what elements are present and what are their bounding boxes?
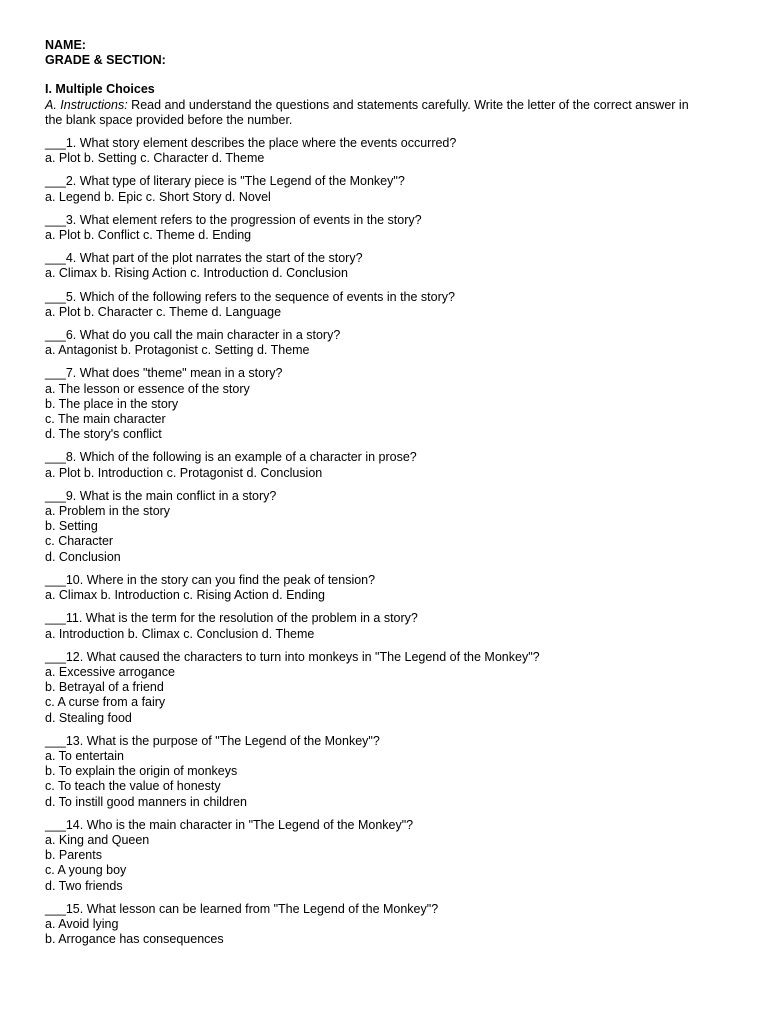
answer-option: a. Excessive arrogance	[45, 664, 175, 679]
question-item	[45, 174, 723, 204]
answer-options	[45, 305, 723, 320]
answer-option: c. A young boy	[45, 863, 127, 878]
answer-options	[45, 382, 723, 443]
question-text: ___14. Who is the main character in "The Legend of the Monkey"?	[45, 817, 414, 832]
question-item	[45, 450, 723, 480]
question-list	[45, 136, 723, 947]
answer-options	[45, 228, 723, 243]
answer-option: a. To entertain	[45, 748, 124, 763]
question-item	[45, 611, 723, 641]
question-text: ___5. Which of the following refers to the sequence of events in the story?	[45, 289, 455, 304]
answer-options	[45, 466, 723, 481]
answer-options	[45, 627, 723, 642]
question-item	[45, 366, 723, 442]
answer-options	[45, 504, 723, 565]
question-item	[45, 818, 723, 894]
question-text: ___7. What does "theme" mean in a story?	[45, 366, 283, 381]
question-item	[45, 650, 723, 726]
answer-option: b. Arrogance has consequences	[45, 932, 224, 947]
question-text: ___2. What type of literary piece is "The Legend of the Monkey"?	[45, 174, 405, 189]
answer-options	[45, 151, 723, 166]
answer-option: a. Antagonist b. Protagonist c. Setting d. Theme	[45, 343, 310, 358]
answer-options	[45, 343, 723, 358]
answer-options	[45, 917, 723, 947]
name-label: NAME:	[45, 38, 86, 52]
question-item	[45, 213, 723, 243]
answer-option: b. The place in the story	[45, 396, 179, 411]
answer-option: a. Climax b. Introduction c. Rising Action d. Ending	[45, 588, 326, 603]
answer-option: a. Climax b. Rising Action c. Introduction d. Conclusion	[45, 266, 348, 281]
answer-options	[45, 749, 723, 810]
answer-option: d. The story's conflict	[45, 427, 162, 442]
answer-options	[45, 588, 723, 603]
answer-option: d. Stealing food	[45, 710, 132, 725]
answer-option: a. Plot b. Introduction c. Protagonist d. Conclusion	[45, 465, 323, 480]
answer-option: d. Conclusion	[45, 549, 121, 564]
answer-option: a. Plot b. Conflict c. Theme d. Ending	[45, 228, 252, 243]
question-text: ___6. What do you call the main character in a story?	[45, 328, 341, 343]
instructions	[45, 98, 723, 128]
instructions-text: Read and understand the questions and statements carefully. Write the letter of the correct answer in the blank space provided before the number.	[45, 97, 689, 127]
answer-options	[45, 665, 723, 726]
answer-option: c. A curse from a fairy	[45, 695, 166, 710]
answer-option: a. Legend b. Epic c. Short Story d. Novel	[45, 189, 271, 204]
answer-option: c. To teach the value of honesty	[45, 779, 221, 794]
grade-section-label: GRADE & SECTION:	[45, 53, 166, 68]
question-text: ___3. What element refers to the progression of events in the story?	[45, 212, 422, 227]
instructions-lead: A. Instructions:	[45, 97, 128, 112]
question-text: ___8. Which of the following is an example of a character in prose?	[45, 450, 417, 465]
answer-options	[45, 833, 723, 894]
answer-option: d. Two friends	[45, 878, 123, 893]
answer-option: b. Setting	[45, 519, 98, 534]
question-item	[45, 573, 723, 603]
question-text: ___12. What caused the characters to turn into monkeys in "The Legend of the Monkey"?	[45, 649, 540, 664]
question-text: ___11. What is the term for the resolution of the problem in a story?	[45, 611, 418, 626]
question-item	[45, 136, 723, 166]
question-item	[45, 251, 723, 281]
question-item	[45, 734, 723, 810]
answer-option: b. Betrayal of a friend	[45, 680, 164, 695]
question-item	[45, 902, 723, 948]
question-text: ___1. What story element describes the place where the events occurred?	[45, 136, 457, 151]
question-item	[45, 328, 723, 358]
answer-options	[45, 266, 723, 281]
answer-options	[45, 190, 723, 205]
answer-option: a. Plot b. Character c. Theme d. Language	[45, 304, 282, 319]
answer-option: a. Introduction b. Climax c. Conclusion d. Theme	[45, 626, 315, 641]
answer-option: c. The main character	[45, 412, 166, 427]
answer-option: d. To instill good manners in children	[45, 794, 247, 809]
question-text: ___4. What part of the plot narrates the start of the story?	[45, 251, 363, 266]
question-text: ___13. What is the purpose of "The Legend of the Monkey"?	[45, 733, 380, 748]
question-item	[45, 290, 723, 320]
section-title: I. Multiple Choices	[45, 82, 155, 97]
question-text: ___10. Where in the story can you find the peak of tension?	[45, 572, 376, 587]
answer-option: a. Problem in the story	[45, 504, 171, 519]
answer-option: a. King and Queen	[45, 832, 150, 847]
question-text: ___9. What is the main conflict in a story?	[45, 488, 277, 503]
answer-option: a. The lesson or essence of the story	[45, 381, 250, 396]
answer-option: a. Plot b. Setting c. Character d. Theme	[45, 151, 265, 166]
answer-option: b. To explain the origin of monkeys	[45, 764, 238, 779]
answer-option: b. Parents	[45, 848, 102, 863]
answer-option: c. Character	[45, 534, 114, 549]
question-text: ___15. What lesson can be learned from "The Legend of the Monkey"?	[45, 901, 439, 916]
question-item	[45, 489, 723, 565]
answer-option: a. Avoid lying	[45, 916, 119, 931]
